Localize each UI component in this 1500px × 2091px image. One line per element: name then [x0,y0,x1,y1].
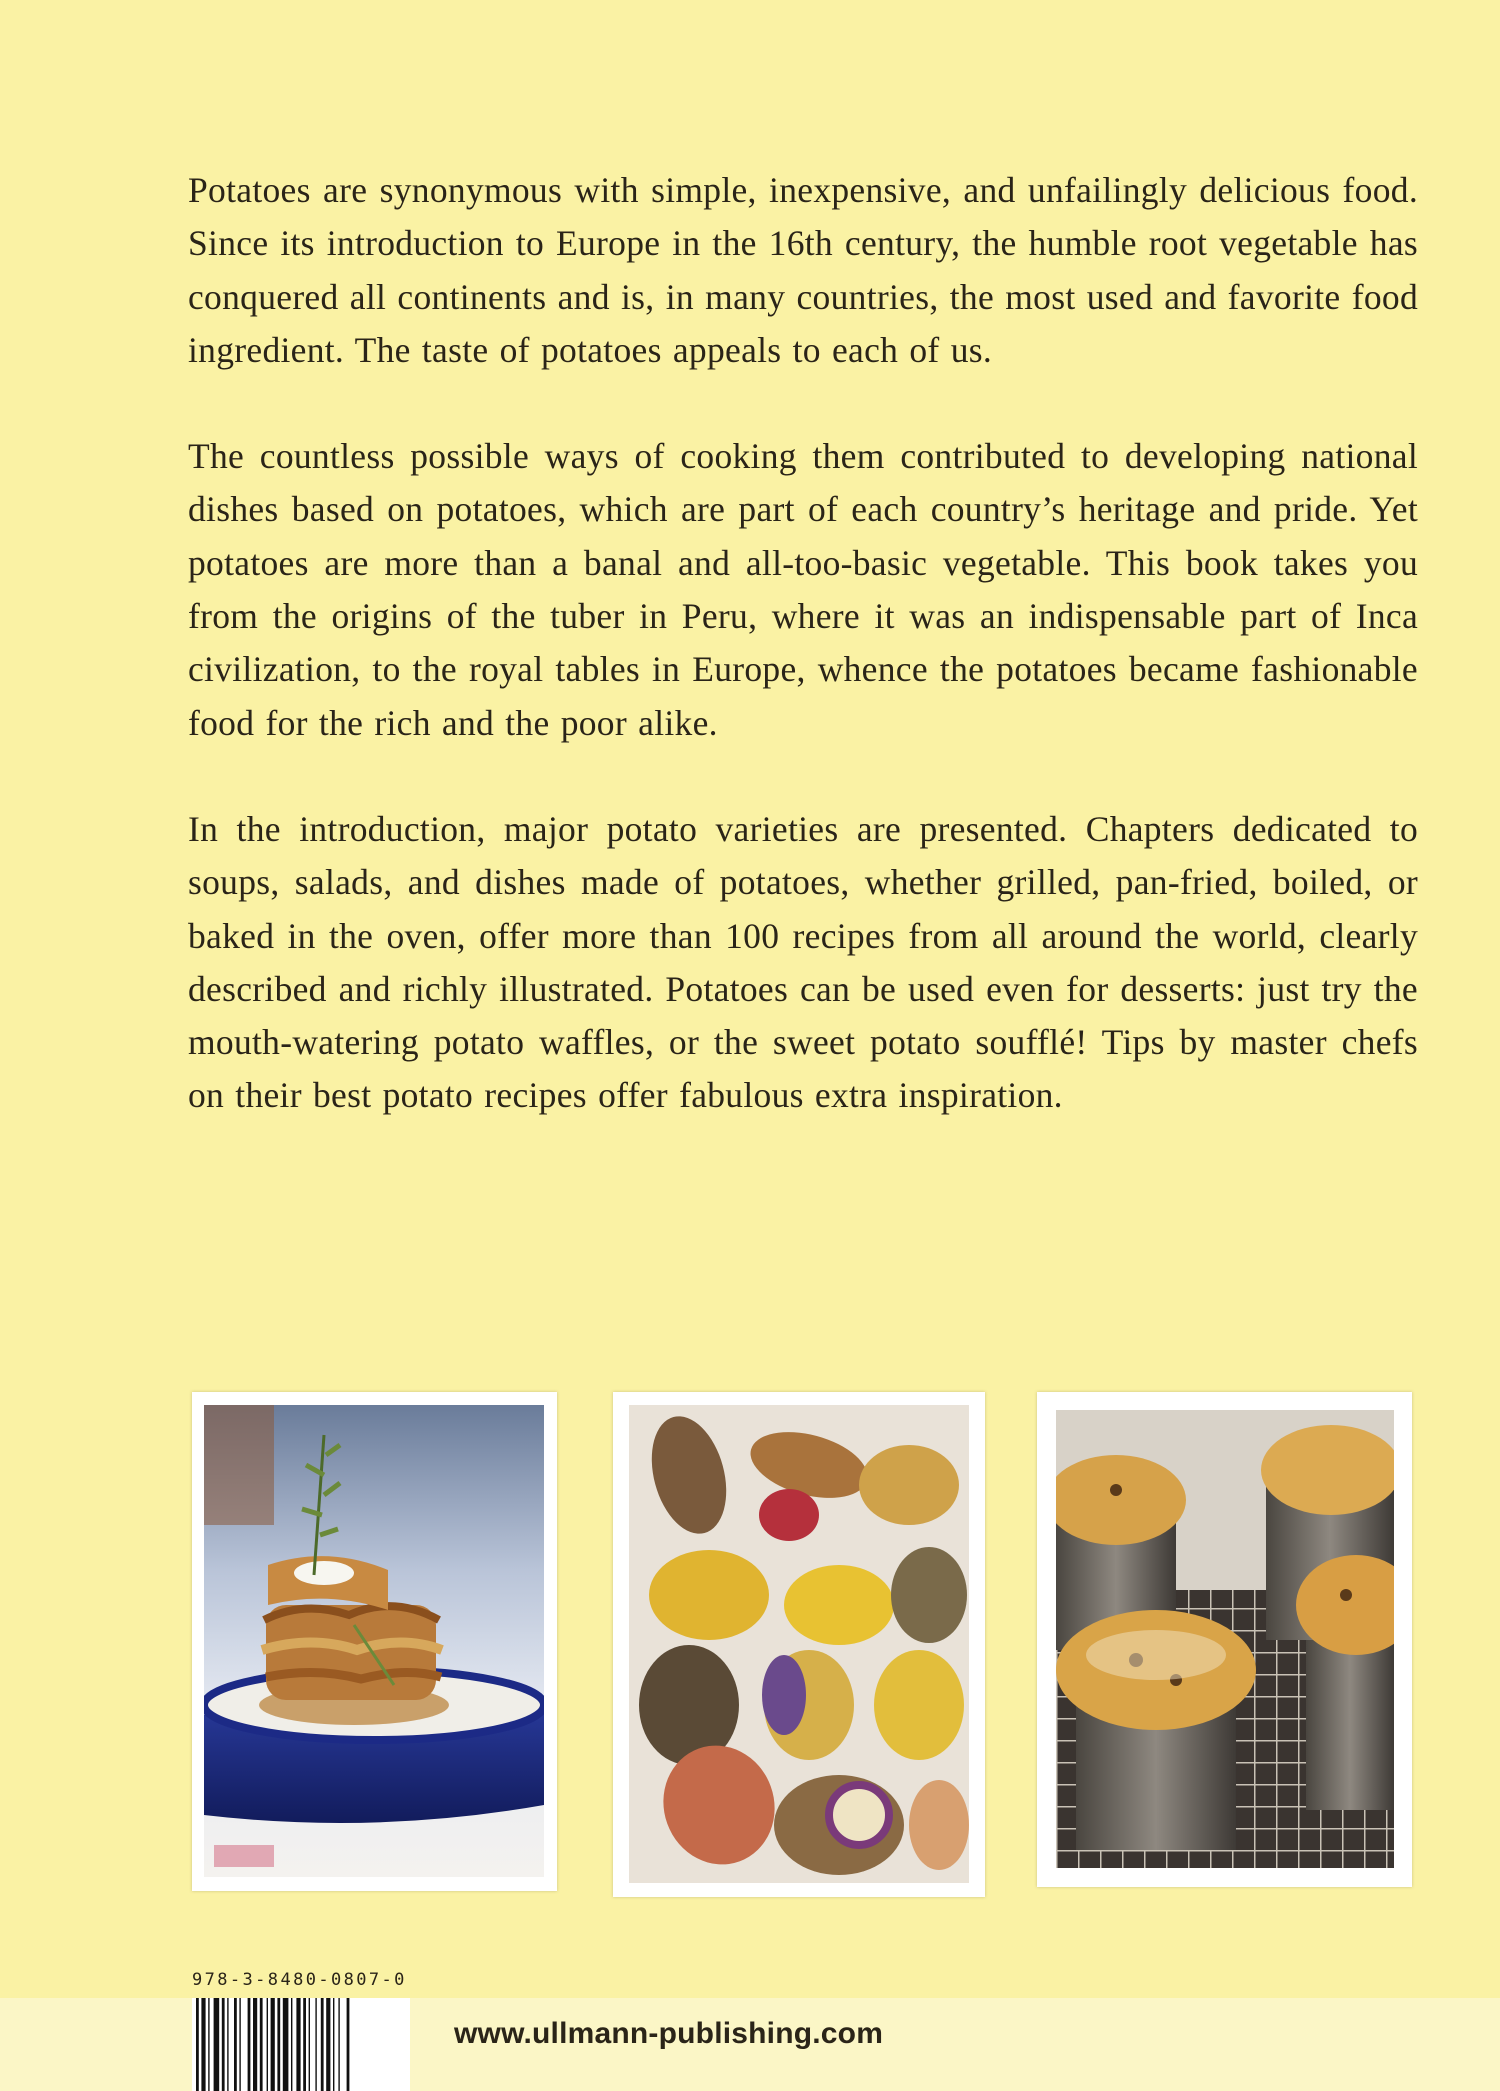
barcode-bar [248,1998,251,2091]
barcode-bar [347,1998,350,2091]
barcode-bar [315,1998,316,2091]
blurb-paragraph-1: Potatoes are synonymous with simple, inexpensive, and unfailingly delicious food. Since its introduction to Europe in the 16th century, the humble root vegetable has conquered all continents and is, in many countries, the most used and favorite food ingredient. The taste of potatoes appeals to each of us. [188,170,1418,370]
barcode-bar [239,1998,240,2091]
barcode-bar [271,1998,275,2091]
barcode-bar [201,1998,205,2091]
cover-blurb [188,164,1418,1123]
barcode [192,1998,410,2091]
barcode-bar [283,1998,289,2091]
potato-varieties-photo [613,1392,985,1897]
barcode-bar [253,1998,257,2091]
barcode-bar [277,1998,280,2091]
barcode-bar [214,1998,220,2091]
barcode-bar [260,1998,263,2091]
barcode-bar [234,1998,237,2091]
isbn-number: 978-3-8480-0807-0 [192,1970,407,1990]
barcode-bar [296,1998,300,2091]
potato-rosti-stack-photo [192,1392,557,1891]
blurb-paragraph-2: The countless possible ways of cooking them contributed to developing national dishes based on potatoes, which are part of each country’s heritage and pride. Yet potatoes are more than a banal and all-too-basic vegetable. This book takes you from the origins of the tuber in Peru, where it was an indispensable part of Inca civilization, to the royal tables in Europe, whence the potatoes became fashionable food for the rich and the poor alike. [188,436,1418,743]
barcode-bar [338,1998,339,2091]
sweet-potato-souffle-photo [1037,1392,1412,1887]
barcode-bar [309,1998,310,2091]
publisher-website: www.ullmann-publishing.com [454,2017,884,2050]
barcode-bar [333,1998,334,2091]
barcode-bar [321,1998,324,2091]
barcode-bar [222,1998,225,2091]
barcode-bar [227,1998,228,2091]
blurb-paragraph-3: In the introduction, major potato varieties are presented. Chapters dedicated to soups, salads, and dishes made of potatoes, whether grilled, pan-fried, boiled, or baked in the oven, offer more than 100 recipes from all around the world, clearly described and richly illustrated. Potatoes can be used even for desserts: just try the mouth-watering potato waffles, or the sweet potato soufflé! Tips by master chefs on their best potato recipes offer fabulous extra inspiration. [188,808,1418,1116]
barcode-bar [291,1998,292,2091]
barcode-bar [196,1998,199,2091]
barcode-bar [326,1998,330,2091]
barcode-bar [208,1998,209,2091]
barcode-bar [267,1998,268,2091]
barcode-bar [303,1998,306,2091]
